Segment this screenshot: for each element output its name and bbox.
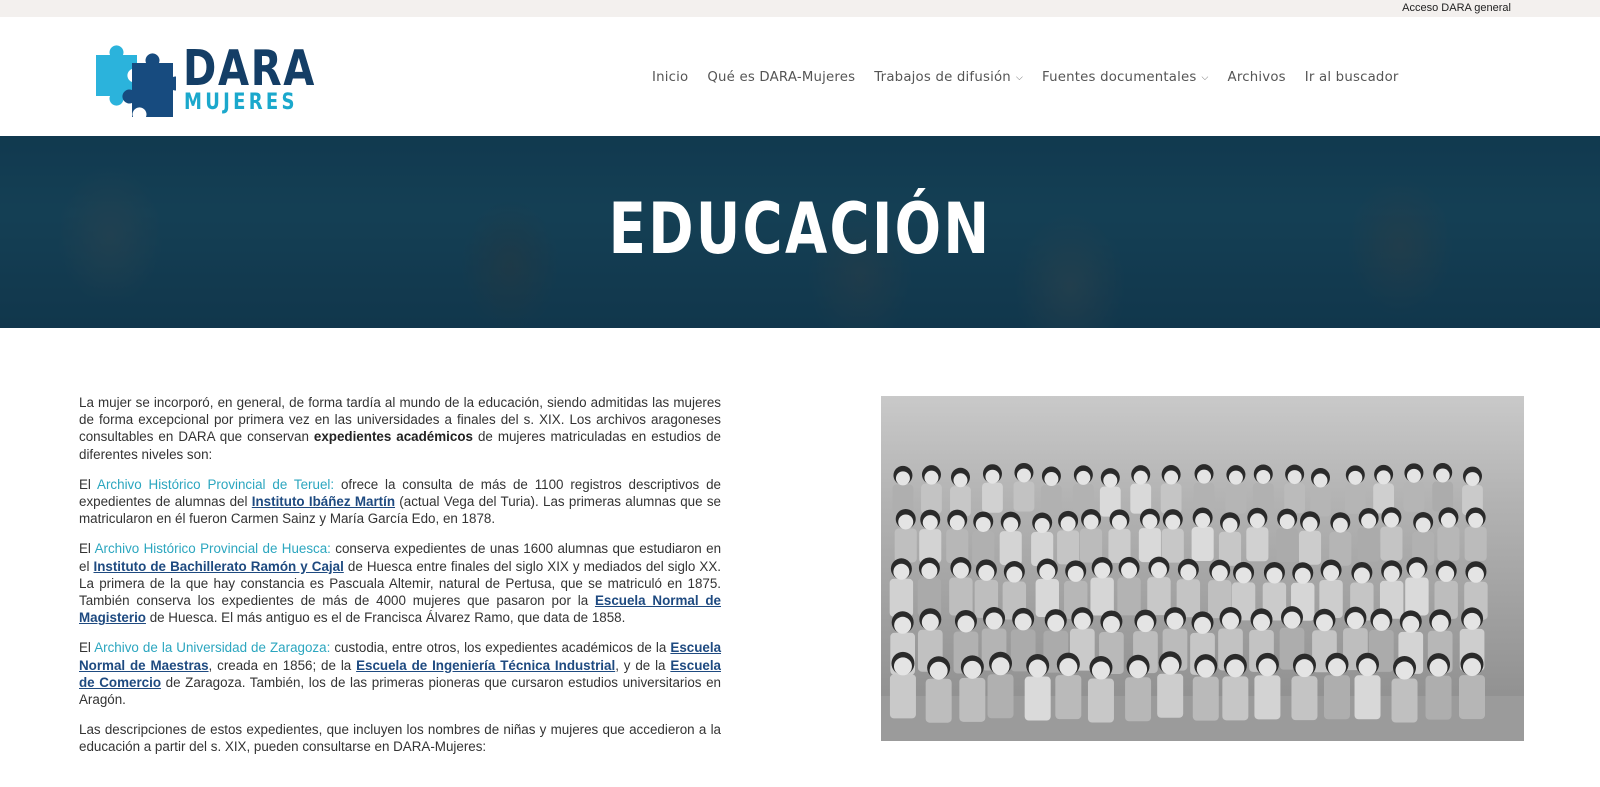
child-figure — [1432, 482, 1453, 512]
text: conserva expedientes de unas 1600 alumnas que estudiaron en el — [79, 541, 722, 574]
nav-label: Trabajos de difusión — [874, 69, 1011, 85]
link-escuela-normal-maestras[interactable]: Escuela Normal de Maestras — [79, 640, 722, 673]
child-face — [1094, 562, 1110, 578]
child-figure — [1055, 675, 1081, 719]
child-face — [1112, 515, 1127, 530]
child-face — [1134, 471, 1148, 485]
child-face — [894, 657, 912, 675]
child-figure — [949, 578, 972, 616]
nav-label: Qué es DARA-Mujeres — [707, 69, 856, 85]
child-face — [1194, 617, 1211, 634]
child-figure — [982, 483, 1003, 513]
nav-item-archivos[interactable] — [1228, 70, 1286, 85]
child-figure — [1162, 529, 1184, 563]
closing-paragraph — [79, 721, 721, 755]
child-face — [1384, 513, 1399, 528]
child-face — [957, 615, 974, 632]
link-instituto-ramon-y-cajal[interactable]: Instituto de Bachillerato Ramón y Cajal — [93, 558, 344, 574]
text: Las descripciones de estos expedientes, que incluyen los nombres de niñas y mujeres que accedieron a la educación a partir del s. XIX, pueden consultarse en DARA-Mujeres: — [79, 722, 721, 755]
child-face — [1015, 613, 1032, 630]
child-face — [1092, 662, 1110, 680]
text: de mujeres matriculadas en estudios de diferentes niveles son: — [79, 429, 721, 462]
child-face — [1430, 659, 1448, 677]
child-face — [1161, 657, 1179, 675]
child-face — [922, 614, 939, 631]
top-bar — [0, 0, 1600, 17]
child-face — [1129, 660, 1147, 678]
child-face — [1074, 613, 1091, 630]
child-face — [1463, 658, 1481, 676]
child-figure — [1405, 577, 1428, 615]
child-face — [1195, 513, 1210, 528]
child-figure — [1254, 675, 1280, 719]
child-figure — [1345, 484, 1366, 514]
child-face — [924, 471, 938, 485]
child-face — [1006, 567, 1022, 583]
hero-banner — [0, 136, 1600, 328]
site-logo[interactable] — [92, 37, 317, 119]
child-figure — [1080, 528, 1102, 562]
nav-label: Fuentes documentales — [1041, 69, 1197, 85]
child-face — [921, 563, 937, 579]
text: custodia, entre otros, los expedientes académicos de la — [330, 640, 671, 656]
child-face — [1266, 567, 1282, 583]
child-figure — [1392, 679, 1418, 723]
historic-school-photo-image — [881, 396, 1524, 741]
child-figure — [890, 674, 916, 718]
child-face — [1416, 518, 1431, 533]
link-escuela-normal-magisterio[interactable]: Escuela Normal de Magisterio — [79, 593, 721, 626]
child-face — [1076, 471, 1090, 485]
child-figure — [1459, 675, 1485, 719]
child-face — [1313, 474, 1327, 488]
child-figure — [1157, 674, 1183, 718]
child-figure — [1291, 676, 1317, 720]
huesca-paragraph — [79, 540, 721, 626]
child-face — [898, 514, 913, 529]
child-face — [1295, 568, 1311, 584]
intro-paragraph — [79, 394, 721, 463]
child-face — [1003, 517, 1018, 532]
child-face — [1432, 615, 1449, 632]
nav-label: Archivos — [1227, 69, 1286, 85]
logo-text-mujeres: MUJERES — [184, 90, 298, 115]
chevron-down-icon: ⌵ — [1015, 73, 1023, 83]
child-figure — [988, 674, 1014, 718]
child-figure — [1222, 676, 1248, 720]
text: de Zaragoza. También, los de las primeras pioneras que cursaron estudios universitarios en Aragón. — [79, 674, 721, 708]
text: de Huesca entre finales del siglo XIX y mediados del siglo XX. La primera de la que hay constancia es Pascuala Altemir, natural de Pertusa, que se matriculó en 1875. También conserva los expedientes de más de 4000 mujeres que pasaron por la — [79, 558, 721, 609]
text: de Huesca. El más antiguo es el de Francisca Álvarez Ramo, que data de 1858. — [145, 610, 626, 626]
child-figure — [1014, 481, 1035, 511]
nav-label: Ir al buscador — [1304, 69, 1399, 85]
zaragoza-paragraph — [79, 639, 721, 708]
child-face — [992, 657, 1010, 675]
child-face — [1103, 474, 1117, 488]
child-face — [953, 473, 967, 487]
puzzle-logo-icon — [92, 37, 176, 119]
child-face — [1441, 513, 1456, 528]
logo-text-dara: DARA — [183, 40, 317, 97]
dara-general-access-link[interactable]: Acceso DARA general — [1402, 2, 1511, 14]
archive-name: Archivo Histórico Provincial de Huesca: — [94, 541, 331, 557]
child-figure — [1226, 484, 1247, 514]
child-face — [1197, 660, 1215, 678]
text: ofrece la consulta de más de 1100 registros descriptivos de expedientes de alumnas del — [79, 476, 721, 510]
child-face — [1373, 614, 1390, 631]
child-face — [1059, 658, 1077, 676]
child-face — [1348, 471, 1362, 485]
child-face — [1121, 562, 1137, 578]
child-face — [1047, 615, 1064, 632]
link-instituto-ibanez-martin[interactable]: Instituto Ibáñez Martín — [251, 494, 396, 510]
child-face — [1223, 518, 1238, 533]
child-face — [1039, 564, 1055, 580]
nav-item-fuentes-documentales[interactable] — [1042, 70, 1209, 85]
child-figure — [1426, 676, 1452, 720]
child-figure — [1404, 482, 1425, 512]
child-face — [1044, 472, 1058, 486]
child-face — [1328, 658, 1346, 676]
teruel-paragraph — [79, 476, 721, 528]
child-face — [1438, 566, 1454, 582]
child-face — [1236, 567, 1252, 583]
child-figure — [1465, 527, 1487, 561]
text: El — [79, 476, 98, 492]
child-figure — [959, 678, 985, 722]
child-face — [1468, 513, 1483, 528]
child-figure — [921, 484, 942, 514]
child-face — [1407, 469, 1421, 483]
child-face — [978, 565, 994, 581]
child-face — [1402, 616, 1419, 633]
child-face — [1384, 566, 1400, 582]
text: , creada en 1856; de la — [208, 657, 357, 673]
child-face — [1295, 659, 1313, 677]
link-escuela-ingenieria-tecnica[interactable]: Escuela de Ingeniería Técnica Industrial — [356, 657, 616, 673]
child-face — [1465, 472, 1479, 486]
child-face — [1029, 660, 1047, 678]
child-face — [1468, 567, 1484, 583]
archive-name: Archivo Histórico Provincial de Teruel: — [97, 476, 335, 492]
child-face — [1017, 468, 1031, 482]
child-face — [986, 613, 1003, 630]
child-face — [896, 471, 910, 485]
text: El — [79, 541, 95, 557]
main-navigation — [652, 67, 1418, 87]
child-figure — [1358, 528, 1380, 562]
child-figure — [1041, 485, 1062, 515]
child-face — [1164, 471, 1178, 485]
nav-label: Inicio — [652, 69, 689, 85]
child-face — [1396, 662, 1414, 680]
child-face — [1142, 514, 1157, 529]
child-face — [1359, 658, 1377, 676]
child-face — [930, 662, 948, 680]
child-figure — [1025, 677, 1051, 721]
child-figure — [1000, 531, 1022, 565]
child-face — [1283, 612, 1300, 629]
nav-item-que-es[interactable] — [707, 70, 855, 85]
child-figure — [1193, 677, 1219, 721]
child-figure — [1161, 484, 1182, 514]
child-face — [1137, 615, 1154, 632]
child-face — [1180, 564, 1196, 580]
child-face — [1288, 470, 1302, 484]
nav-item-inicio[interactable] — [652, 70, 688, 85]
child-figure — [1437, 527, 1459, 561]
child-figure — [1380, 527, 1402, 561]
child-figure — [1355, 675, 1381, 719]
child-face — [1303, 517, 1318, 532]
child-face — [985, 470, 999, 484]
child-face — [950, 515, 965, 530]
child-face — [1377, 470, 1391, 484]
child-figure — [1088, 679, 1114, 723]
child-face — [1436, 469, 1450, 483]
child-face — [1068, 566, 1084, 582]
class-photo — [881, 396, 1524, 741]
child-face — [1197, 470, 1211, 484]
child-face — [1084, 514, 1099, 529]
child-face — [1256, 470, 1270, 484]
child-figure — [1090, 577, 1113, 615]
child-face — [1258, 658, 1276, 676]
child-face — [1061, 516, 1076, 531]
child-face — [1103, 616, 1120, 633]
nav-item-buscador[interactable] — [1305, 70, 1399, 85]
child-figure — [1147, 577, 1170, 615]
child-figure — [926, 679, 952, 723]
child-face — [1464, 613, 1481, 630]
child-face — [893, 564, 909, 580]
child-figure — [1057, 530, 1079, 564]
child-face — [1212, 565, 1228, 581]
child-face — [1166, 613, 1183, 630]
child-face — [1354, 567, 1370, 583]
text: , y de la — [615, 657, 671, 673]
site-header — [0, 17, 1600, 136]
child-figure — [890, 579, 913, 617]
child-face — [1035, 518, 1050, 533]
child-face — [1222, 612, 1239, 629]
main-content — [79, 394, 721, 769]
child-figure — [1324, 675, 1350, 719]
child-face — [1253, 614, 1270, 631]
child-face — [976, 517, 991, 532]
text: La mujer se incorporó, en general, de forma tardía al mundo de la educación, siendo admitidas las mujeres de forma excepcional por primera vez en las universidades a finales del s. XIX. Los archivos aragoneses consultables en DARA que conservan — [79, 395, 721, 445]
child-face — [1226, 659, 1244, 677]
child-figure — [1125, 677, 1151, 721]
link-escuela-comercio[interactable]: Escuela de Comercio — [79, 657, 721, 690]
text: El — [79, 640, 95, 656]
child-figure — [1246, 527, 1268, 561]
archive-name: Archivo de la Universidad de Zaragoza: — [94, 640, 331, 656]
chevron-down-icon: ⌵ — [1201, 73, 1209, 83]
child-figure — [1276, 528, 1298, 562]
child-face — [1333, 518, 1348, 533]
bold-text: expedientes académicos — [313, 429, 473, 445]
child-face — [1409, 562, 1425, 578]
text: (actual Vega del Turia). Las primeras alumnas que se matricularon en él fueron Carmen Sainz y María García Edo, en 1878. — [79, 494, 721, 527]
child-face — [1250, 513, 1265, 528]
child-face — [1229, 471, 1243, 485]
child-face — [963, 661, 981, 679]
page-title: EDUCACIÓN — [608, 188, 992, 270]
child-figure — [895, 528, 917, 562]
child-face — [1323, 565, 1339, 581]
nav-item-trabajos-difusion[interactable] — [874, 70, 1023, 85]
child-face — [1165, 515, 1180, 530]
child-face — [923, 515, 938, 530]
child-face — [1316, 614, 1333, 631]
child-figure — [1117, 577, 1140, 615]
child-face — [1280, 514, 1295, 529]
child-face — [1347, 612, 1364, 629]
child-face — [1361, 514, 1376, 529]
child-face — [953, 563, 969, 579]
child-face — [1151, 562, 1167, 578]
child-face — [894, 617, 911, 634]
child-figure — [1192, 527, 1214, 561]
child-figure — [1299, 531, 1321, 565]
